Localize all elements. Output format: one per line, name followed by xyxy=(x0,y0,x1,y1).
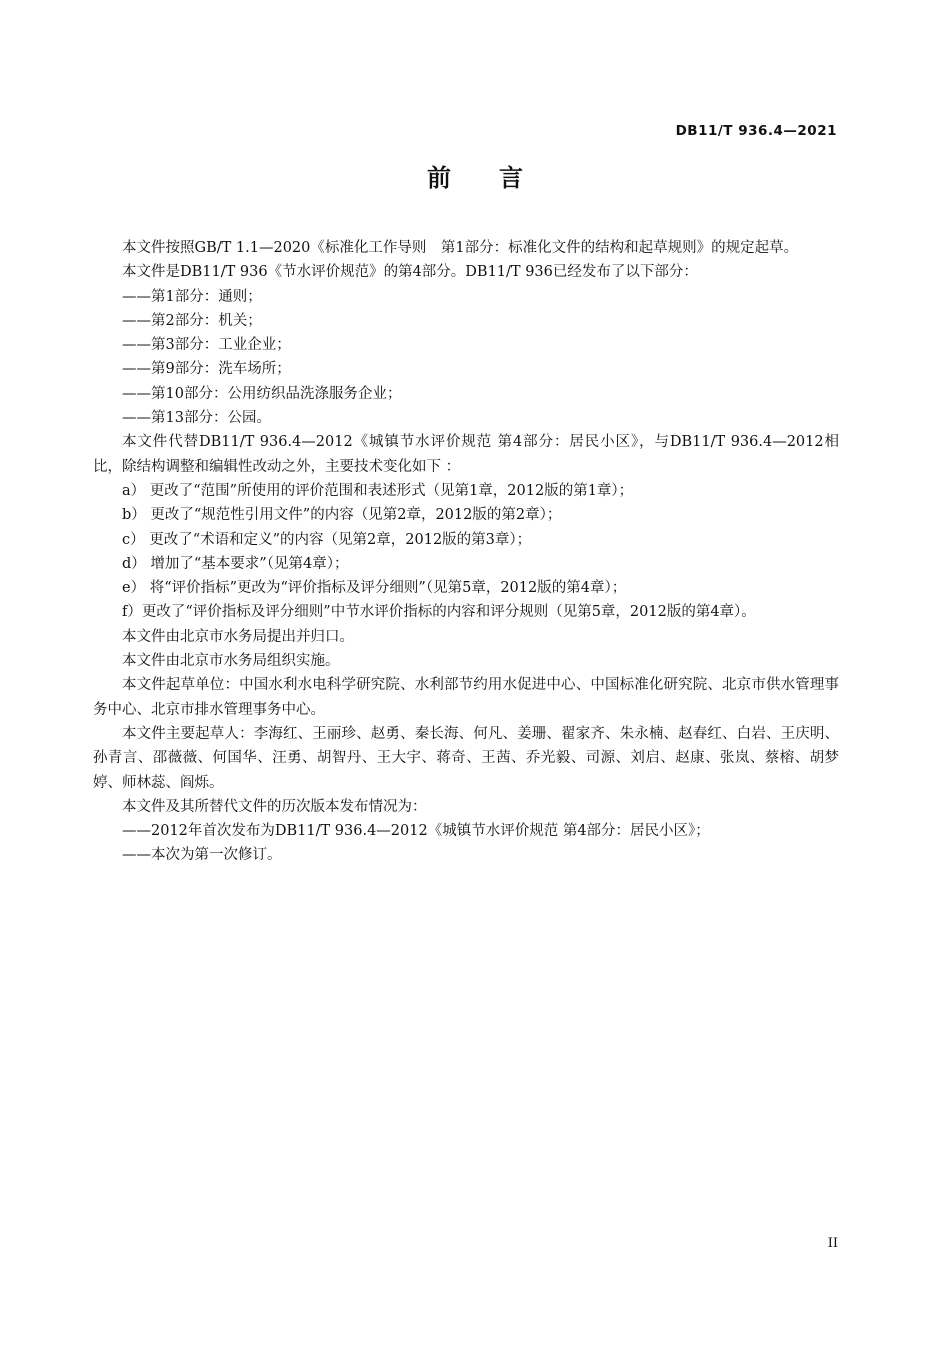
paragraph-proposer: 本文件由北京市水务局提出并归口。 xyxy=(122,628,354,645)
list-item-part: ——第9部分：洗车场所； xyxy=(122,361,291,378)
list-item-history: ——本次为第一次修订。 xyxy=(122,847,282,864)
list-item-part: ——第2部分：机关； xyxy=(122,312,262,329)
list-item-change: b） 更改了“规范性引用文件”的内容（见第2章，2012版的第2章）； xyxy=(122,507,562,524)
list-item-part: ——第10部分：公用纺织品洗涤服务企业； xyxy=(122,385,402,402)
paragraph-history-intro: 本文件及其所替代文件的历次版本发布情况为： xyxy=(122,798,427,815)
paragraph-replacement: 本文件代替DB11/T 936.4—2012《城镇节水评价规范 第4部分：居民小区》，与DB11/T 936.4—2012相比，除结构调整和编辑性改动之外，主要技术变化如下 ： xyxy=(93,434,839,475)
list-item-change: e） 将“评价指标”更改为“评价指标及评分细则”（见第5章，2012版的第4章）； xyxy=(122,580,627,597)
list-item-part: ——第13部分：公园。 xyxy=(122,410,271,427)
paragraph-series-intro: 本文件是DB11/T 936《节水评价规范》的第4部分。DB11/T 936已经发布了以下部分： xyxy=(122,264,698,281)
list-item-part: ——第3部分：工业企业； xyxy=(122,337,291,354)
paragraph-drafting-units: 本文件起草单位：中国水利水电科学研究院、水利部节约用水促进中心、中国标准化研究院、北京市供水管理事务中心、北京市排水管理事务中心。 xyxy=(93,677,839,718)
standard-code: DB11/T 936.4—2021 xyxy=(675,123,837,139)
foreword-body xyxy=(93,236,839,868)
paragraph-drafting-basis: 本文件按照GB/T 1.1—2020《标准化工作导则 第1部分：标准化文件的结构和起草规则》的规定起草。 xyxy=(122,240,799,256)
paragraph-implementer: 本文件由北京市水务局组织实施。 xyxy=(122,653,340,670)
paragraph-drafters: 本文件主要起草人：李海红、王丽珍、赵勇、秦长海、何凡、姜珊、翟家齐、朱永楠、赵春红、白岩、王庆明、孙青言、邵薇薇、何国华、汪勇、胡智丹、王大宇、蒋奇、王茜、乔光毅、司源、刘启、赵康、张岚、蔡榕、胡梦婷、师林蕊、阎烁。 xyxy=(93,725,839,791)
list-item-change: c） 更改了“术语和定义”的内容（见第2章，2012版的第3章）； xyxy=(122,531,532,548)
list-item-change: a） 更改了“范围”所使用的评价范围和表述形式（见第1章，2012版的第1章）； xyxy=(122,482,634,499)
page-title: 前 言 xyxy=(427,164,523,192)
list-item-change: d） 增加了“基本要求”（见第4章）； xyxy=(122,555,349,572)
page-number: II xyxy=(827,1236,838,1251)
list-item-part: ——第1部分：通则； xyxy=(122,288,262,305)
list-item-history: ——2012年首次发布为DB11/T 936.4—2012《城镇节水评价规范 第4部分：居民小区》； xyxy=(122,823,710,840)
list-item-change: f）更改了“评价指标及评分细则”中节水评价指标的内容和评分规则（见第5章，2012版的第4章）。 xyxy=(122,604,756,621)
